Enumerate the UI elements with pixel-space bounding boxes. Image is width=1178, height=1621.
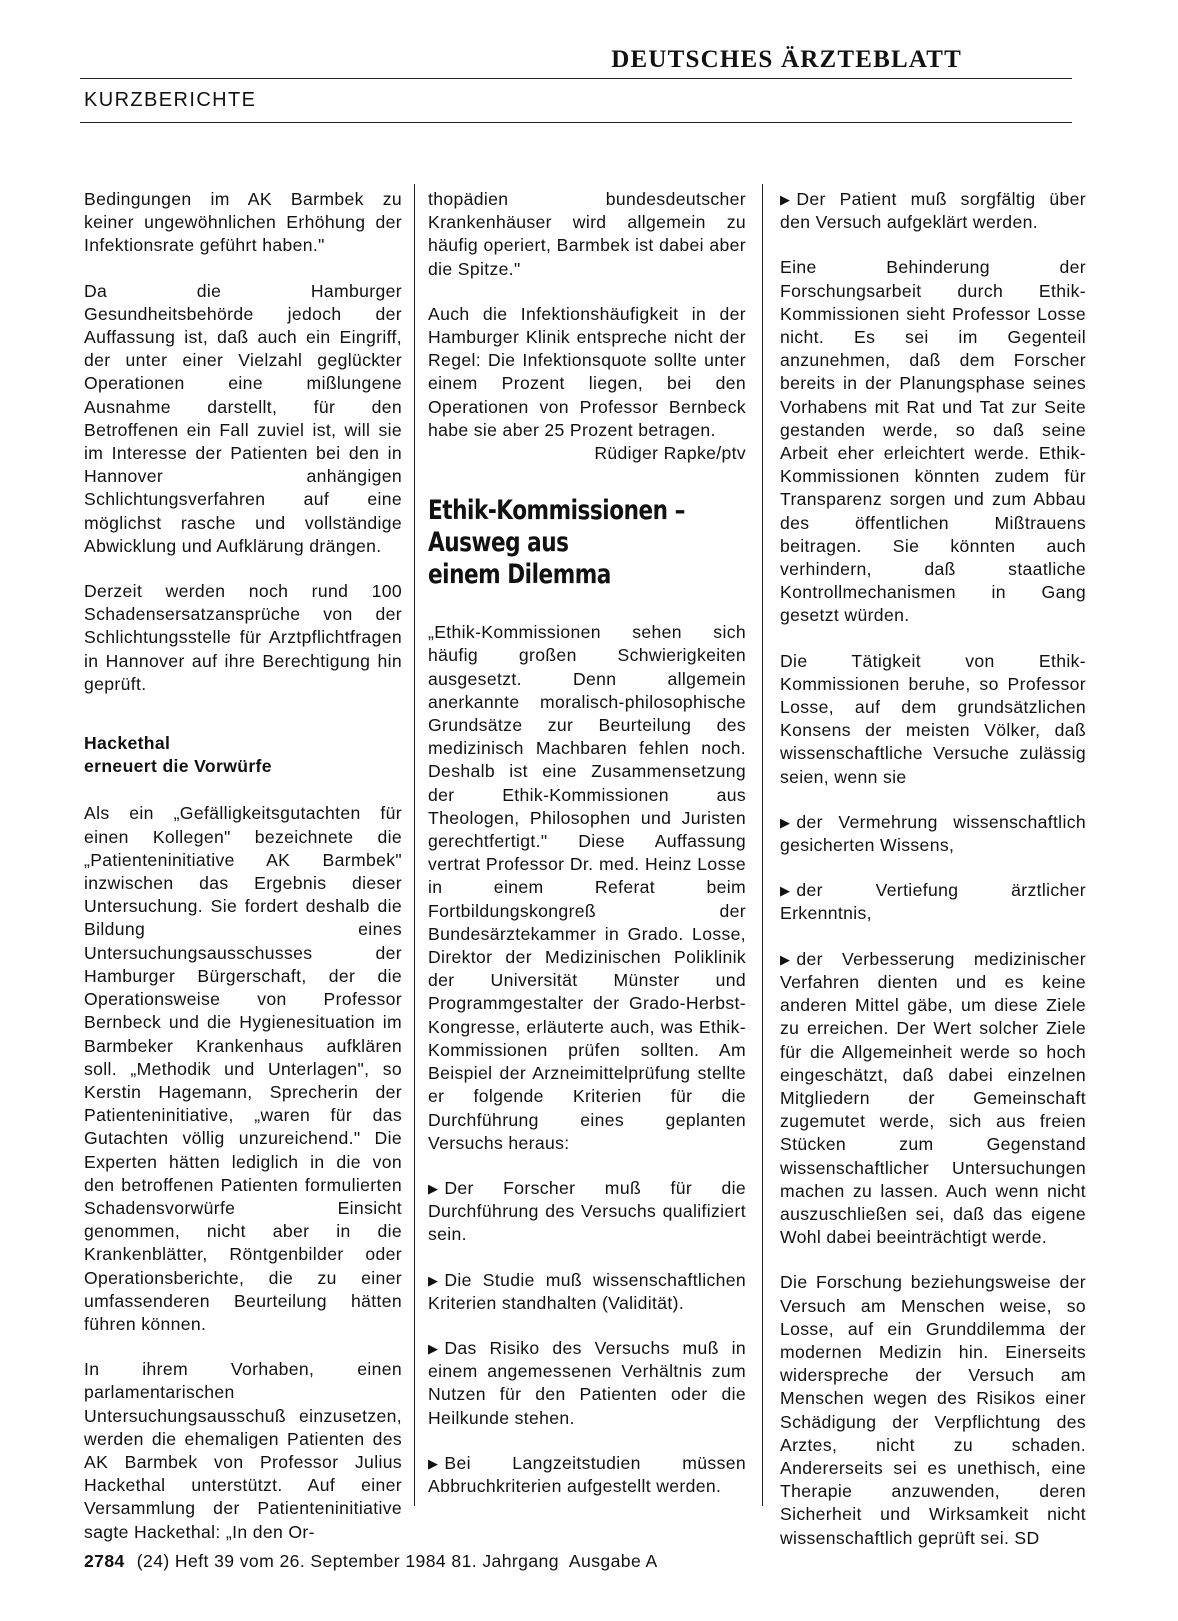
bullet-text: der Vermehrung wissenschaftlich gesicherten Wissens, [780, 811, 1086, 856]
bullet-text: der Vertiefung ärztlicher Erkenntnis, [780, 880, 1086, 924]
paragraph: Eine Behinderung der Forschungsarbeit durch Ethik-Kommissionen sieht Professor Losse nicht. Es sei im Gegenteil anzunehmen, daß dem Forscher bereits in der Planungsphase seines Vorhabens mit Rat und Tat zur Seite gestanden werde, so daß seine Arbeit eher erleichtert werde. Ethik-Kommissionen könnten zudem für Transparenz sorgen und zum Abbau des öffentlichen Mißtrauens beitragen. Sie könnten auch verhindern, daß staatliche Kontrollmechanismen in Gang gesetzt würden. [780, 257, 1086, 626]
paragraph: Die Forschung beziehungsweise der Versuch am Menschen weise, so Losse, auf ein Grunddilemma der modernen Medizin hin. Einerseits widerspreche der Versuch am Menschen wegen des Risikos einer Schädigung der Verpflichtung des Arztes, nicht zu schaden. Andererseits sei es unethisch, eine Therapie anzuwenden, deren Sicherheit und Wirksamkeit nicht wissenschaftlich geprüft sei. SD [780, 1272, 1086, 1548]
page-number: 2784 [84, 1551, 125, 1571]
bullet-item [780, 879, 1086, 925]
triangle-right-icon: ▶ [428, 1455, 439, 1471]
column-divider [414, 184, 415, 1506]
article-headline [428, 495, 748, 591]
author-signature: Rüdiger Rapke/ptv [594, 443, 746, 464]
bullet-item [780, 188, 1086, 234]
triangle-right-icon: ▶ [428, 1340, 439, 1356]
column-divider [762, 184, 763, 1506]
headline-line: Ethik-Kommissionen – [428, 495, 685, 527]
paragraph: „Ethik-Kommissionen sehen sich häufig großen Schwierigkeiten ausgesetzt. Denn allgemein anerkannte moralisch-philosophische Grundsätze zur Beurteilung des medizinisch Machbaren fehlen noch. Deshalb ist eine Zusammensetzung der Ethik-Kommissionen aus Theologen, Philosophen und Juristen gerechtfertigt." Diese Auffassung vertrat Professor Dr. med. Heinz Losse in einem Referat beim Fortbildungskongreß der Bundesärztekammer in Grado. Losse, Direktor der Medizinischen Poliklinik der Universität Münster und Programmgestalter der Grado-Herbst-Kongresse, erläuterte auch, was Ethik-Kommissionen prüfen sollten. Am Beispiel der Arzneimittelprüfung stellte er folgende Kriterien für die Durchführung eines geplanten Versuchs heraus: [428, 622, 746, 1153]
masthead: DEUTSCHES ÄRZTEBLATT [611, 46, 962, 73]
paragraph: In ihrem Vorhaben, einen parlamentarischen Untersuchungsausschuß einzusetzen, werden die ehemaligen Patienten des AK Barmbek von Professor Julius Hackethal unterstützt. Auf einer Versammlung der Patienteninitiative sagte Hackethal: „In den Or- [84, 1359, 402, 1542]
triangle-right-icon: ▶ [780, 883, 791, 899]
paragraph: Als ein „Gefälligkeitsgutachten für einen Kollegen" bezeichnete die „Patienteninitiative AK Barmbek" inzwischen das Ergebnis dieser Untersuchung. Sie fordert deshalb die Bildung eines Untersuchungsausschusses der Hamburger Bürgerschaft, der die Operationsweise von Professor Bernbeck und die Hygienesituation im Barmbeker Krankenhaus aufklären soll. „Methodik und Unterlagen", so Kerstin Hagemann, Sprecherin der Patienteninitiative, „waren für das Gutachten völlig unzureichend." Die Experten hätten lediglich in die von den betroffenen Patienten formulierten Schadensvorwürfe Einsicht genommen, nicht aber in die Krankenblätter, Röntgenbilder oder Operationsberichte, die zu einer umfassenderen Beurteilung hätten führen können. [84, 803, 402, 1334]
bullet-item [428, 1177, 746, 1247]
edition-label: Ausgabe A [568, 1551, 658, 1571]
bullet-item [780, 811, 1086, 857]
page-footer [84, 1549, 658, 1573]
headline-line: Ausweg aus [428, 527, 569, 559]
triangle-right-icon: ▶ [780, 192, 791, 207]
triangle-right-icon: ▶ [780, 814, 791, 830]
bullet-text: der Verbesserung medizinischer Verfahren dienten und es keine anderen Mittel gäbe, um diese Ziele zu erreichen. Der Wert solcher Ziele für die Allgemeinheit werde so hoch eingeschätzt, daß dabei einzelnen Mitgliedern der Gemeinschaft zugemutet werde, sich aus freien Stücken zum Gegenstand wissenschaftlicher Untersuchungen machen zu lassen. Auch wenn nicht auszuschließen sei, daß das eigene Wohl dabei beeinträchtigt werde. [780, 948, 1086, 1248]
bullet-item [780, 948, 1086, 1250]
paragraph: Auch die Infektionshäufigkeit in der Hamburger Klinik entspreche nicht der Regel: Die Infektionsquote sollte unter einem Prozent liegen, bei den Operationen von Professor Bernbeck habe sie aber 25 Prozent betragen. [428, 303, 746, 440]
column-3 [780, 188, 1086, 1548]
bullet-text: Der Patient muß sorgfältig über den Versuch aufgeklärt werden. [780, 189, 1086, 233]
bullet-item [428, 1337, 746, 1430]
header-rule-top [80, 78, 1072, 79]
column-1 [84, 188, 402, 1542]
paragraph: thopädien bundesdeutscher Krankenhäuser wird allgemein zu häufig operiert, Barmbek ist dabei aber die Spitze." [428, 189, 746, 279]
paragraph: Da die Hamburger Gesundheitsbehörde jedoch der Auffassung ist, daß auch ein Eingriff, der unter einer Vielzahl geglückter Operationen eine mißlungene Ausnahme darstellt, für den Betroffenen ein Fall zuviel ist, will sie im Interesse der Patienten bei den in Hannover anhängigen Schlichtungsverfahren auf eine möglichst rasche und vollständige Abwicklung und Aufklärung drängen. [84, 280, 402, 556]
bullet-text: Die Studie muß wissenschaftlichen Kriterien standhalten (Validität). [428, 1269, 746, 1313]
subheading-line: erneuert die Vorwürfe [84, 756, 272, 777]
subheading [84, 732, 402, 778]
bullet-text: Der Forscher muß für die Durchführung des Versuchs qualifiziert sein. [428, 1177, 746, 1245]
header-rule-bottom [80, 122, 1072, 123]
paragraph: Bedingungen im AK Barmbek zu keiner ungewöhnlichen Erhöhung der Infektionsrate geführt haben." [84, 189, 402, 256]
section-title: KURZBERICHTE [84, 89, 257, 111]
issue-info: (24) Heft 39 vom 26. September 1984 81. Jahrgang [136, 1551, 559, 1571]
subheading-line: Hackethal [84, 733, 171, 754]
triangle-right-icon: ▶ [780, 951, 791, 967]
bullet-item [428, 1452, 746, 1498]
bullet-text: Das Risiko des Versuchs muß in einem angemessenen Verhältnis zum Nutzen für den Patienten oder die Heilkunde stehen. [428, 1337, 746, 1428]
bullet-text: Bei Langzeitstudien müssen Abbruchkriterien aufgestellt werden. [428, 1452, 746, 1496]
bullet-item [428, 1269, 746, 1315]
triangle-right-icon: ▶ [428, 1180, 439, 1196]
headline-line: einem Dilemma [428, 559, 611, 591]
column-2 [428, 188, 746, 1528]
triangle-right-icon: ▶ [428, 1272, 439, 1288]
paragraph: Derzeit werden noch rund 100 Schadensersatzansprüche von der Schlichtungsstelle für Arztpflichtfragen in Hannover auf ihre Berechtigung hin geprüft. [84, 581, 402, 694]
paragraph: Die Tätigkeit von Ethik-Kommissionen beruhe, so Professor Losse, auf dem grundsätzlichen Konsens der meisten Völker, daß wissenschaftliche Versuche zulässig seien, wenn sie [780, 650, 1086, 787]
